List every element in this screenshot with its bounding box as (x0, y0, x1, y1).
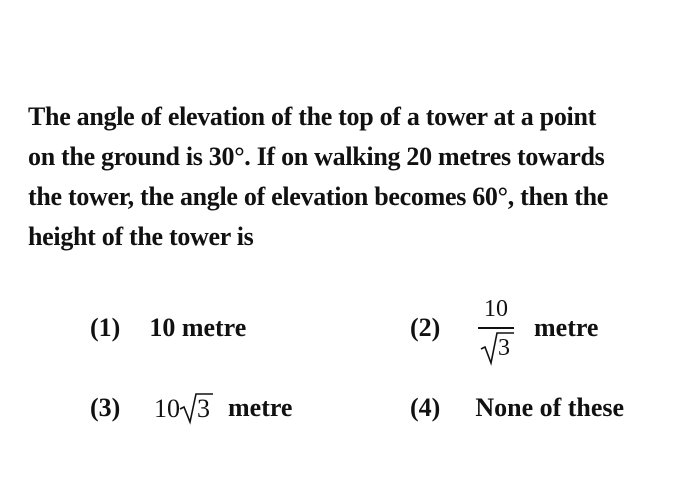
option-3-coefficient: 10 (154, 394, 180, 423)
question-text (28, 97, 678, 257)
fraction-bar (478, 327, 514, 329)
option-4-text: None of these (475, 393, 625, 422)
option-2-radicand: 3 (498, 335, 510, 361)
option-1[interactable] (90, 313, 246, 343)
option-4[interactable] (410, 393, 624, 423)
option-2-denominator (480, 330, 516, 366)
option-2-unit: metre (534, 313, 599, 342)
option-2-number: (2) (410, 313, 441, 342)
question-line-3: the tower, the angle of elevation becomes 60°, then the (28, 182, 609, 211)
option-2-fraction (474, 294, 518, 374)
question-line-4: height of the tower is (28, 222, 254, 251)
option-3-unit: metre (228, 393, 293, 422)
option-3-number: (3) (90, 393, 121, 422)
option-1-number: (1) (90, 313, 121, 342)
option-2-numerator: 10 (484, 296, 508, 322)
option-1-text: 10 metre (149, 313, 247, 342)
question-line-2: on the ground is 30°. If on walking 20 metres towards (28, 142, 605, 171)
question-line-1: The angle of elevation of the top of a tower at a point (28, 102, 596, 131)
option-4-number: (4) (410, 393, 441, 422)
option-3-radicand: 3 (197, 394, 210, 423)
